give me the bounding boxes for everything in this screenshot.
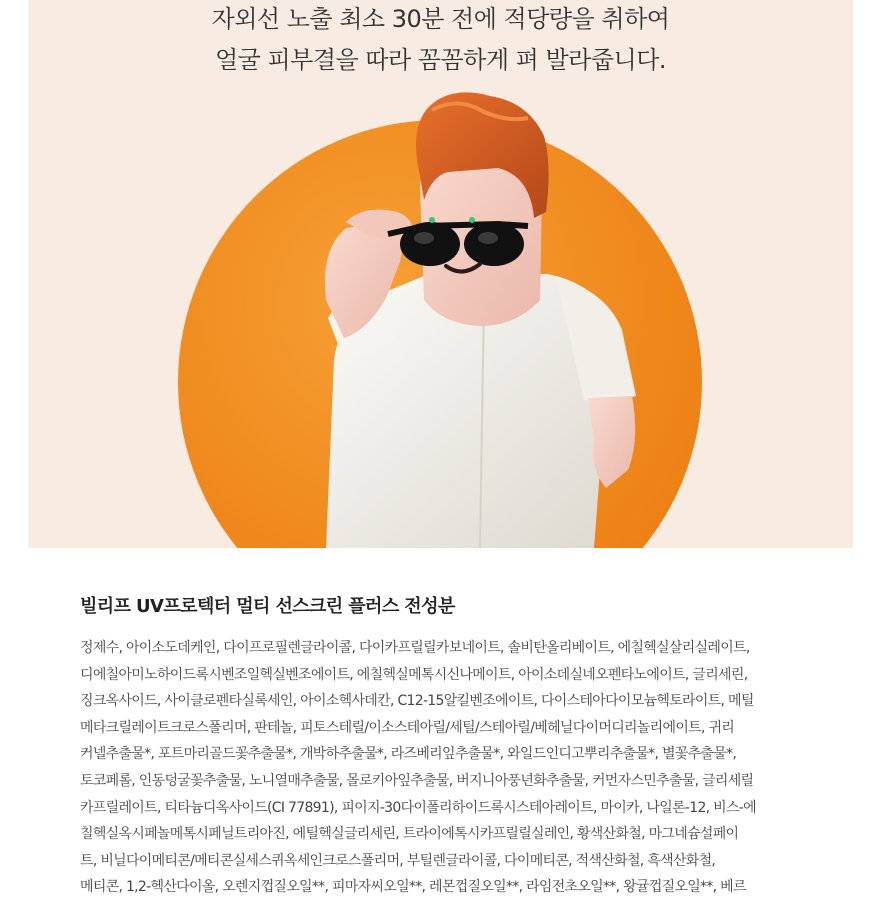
ingredient-line: 커넬추출물*, 포트마리골드꽃추출물*, 개박하추출물*, 라즈베리잎추출물*, 와일드인디고뿌리추출물*, 별꽃추출물*, — [80, 746, 737, 763]
ingredient-line: 메타크릴레이트크로스폴리머, 판테놀, 피토스테릴/이소스테아릴/세틸/스테아릴/베헤닐다이머디리놀리에이트, 귀리 — [80, 719, 735, 736]
usage-instruction-line-1: 자외선 노출 최소 30분 전에 적당량을 취하여 — [211, 5, 670, 33]
ingredient-line: 트, 비닐다이메티콘/메티콘실세스퀴옥세인크로스폴리머, 부틸렌글라이콜, 다이메티콘, 적색산화철, 흑색산화철, — [80, 852, 716, 869]
ingredient-line: 칠헥실옥시페놀메톡시페닐트리아진, 에틸헥실글리세린, 트라이에톡시카프릴릴실레인, 황색산화철, 마그네슘설페이 — [80, 826, 739, 843]
ingredients-title: 빌리프 UV프로텍터 멀티 선스크린 플러스 전성분 — [80, 596, 455, 617]
ingredient-line: 메티콘, 1,2-헥산다이올, 오렌지껍질오일**, 피마자씨오일**, 레몬껍질오일**, 라임전초오일**, 왕귤껍질오일**, 베르 — [80, 879, 746, 896]
ingredients-list — [80, 635, 815, 901]
ingredient-line: 토코페롤, 인동덩굴꽃추출물, 노니열매추출물, 몰로키아잎추출물, 버지니아풍년화추출물, 커먼자스민추출물, 글리세릴 — [80, 772, 754, 789]
character-with-sunglasses-illustration — [28, 0, 853, 548]
usage-instruction-line-2: 얼굴 피부결을 따라 꼼꼼하게 펴 발라줍니다. — [214, 46, 667, 74]
ingredient-line: 카프릴레이트, 티타늄디옥사이드(CI 77891), 피이지-30다이폴리하이드록시스테아레이트, 마이카, 나일론-12, 비스-에 — [80, 799, 756, 816]
hero-banner — [28, 0, 853, 548]
ingredient-line: 징크옥사이드, 사이클로펜타실록세인, 아이소헥사데칸, C12-15알킬벤조에이트, 다이스테아다이모늄헥토라이트, 메틸 — [80, 693, 754, 710]
ingredient-line: 디에칠아미노하이드록시벤조일헥실벤조에이트, 에칠헥실메톡시신나메이트, 아이소데실네오펜타노에이트, 글리세린, — [80, 666, 748, 683]
ingredient-line: 정제수, 아이소도데케인, 다이프로필렌글라이콜, 다이카프릴릴카보네이트, 솔비탄올리베이트, 에칠헥실살리실레이트, — [80, 640, 750, 656]
